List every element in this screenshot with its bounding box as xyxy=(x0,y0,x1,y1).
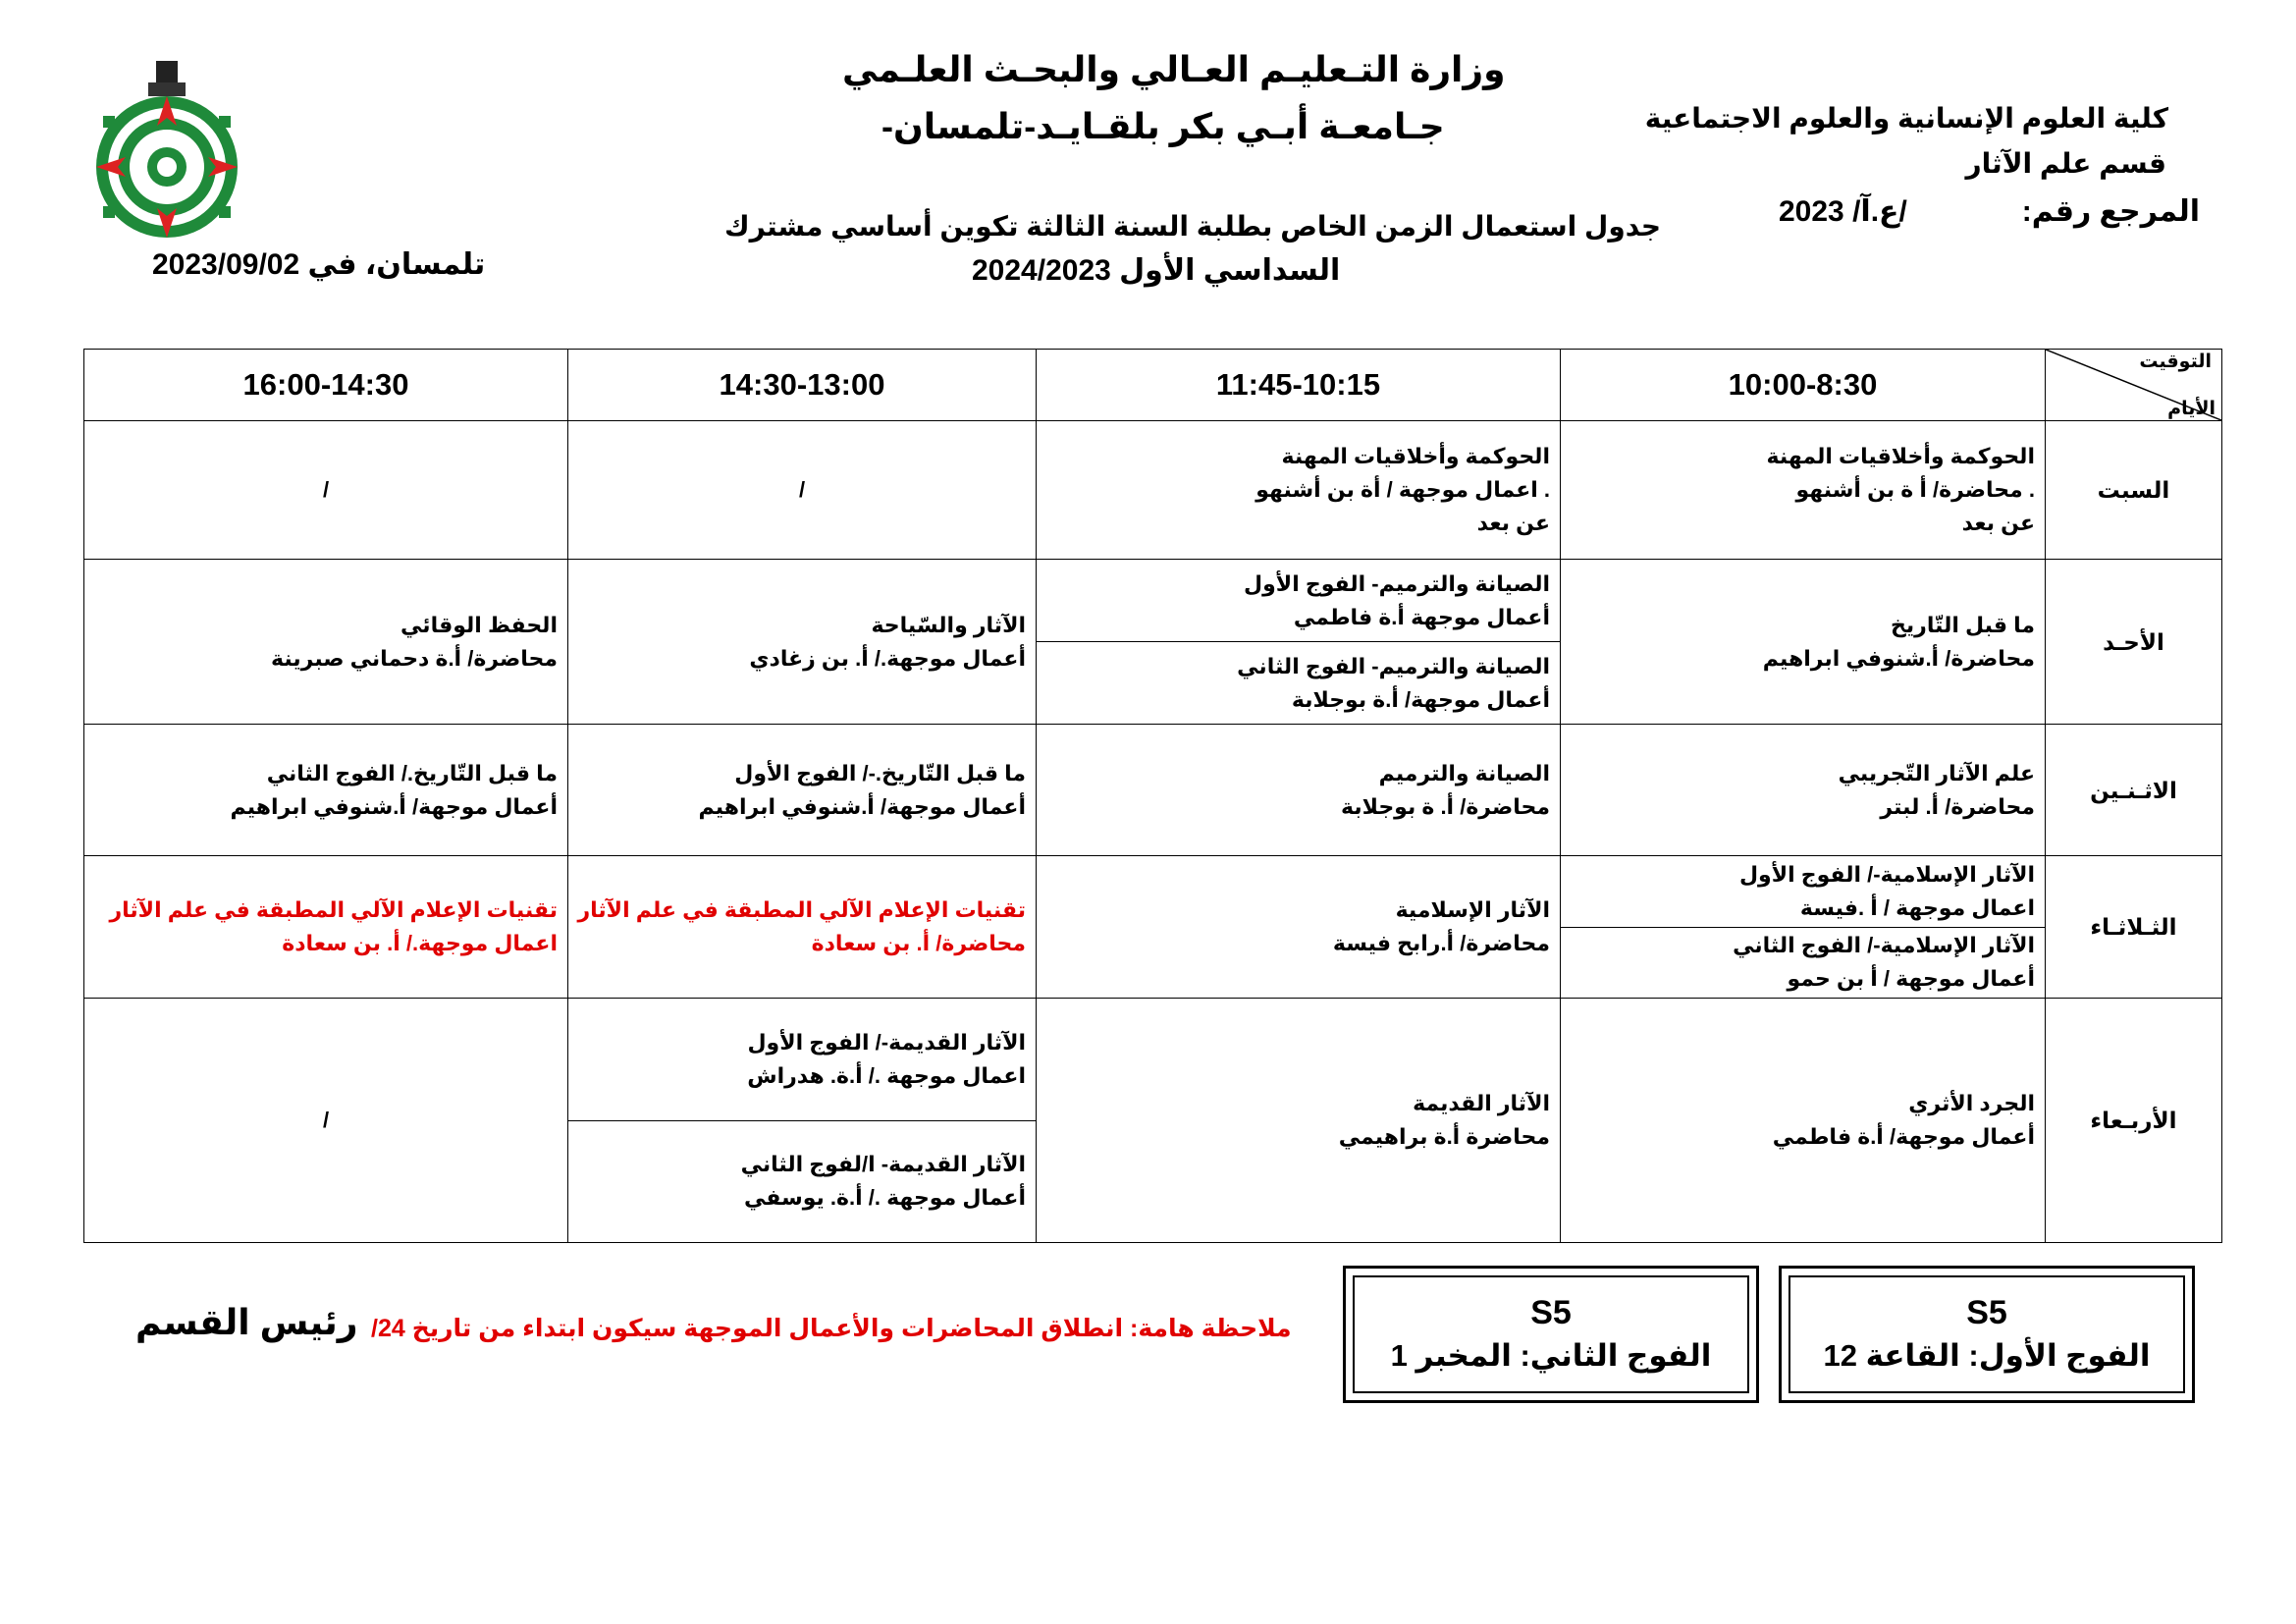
course-title: تقنيات الإعلام الآلي المطبقة في علم الآثار xyxy=(577,897,1026,922)
class-group-2 xyxy=(568,1120,1036,1243)
course-detail: اعمال موجهة ./ أ.ة. هدراش xyxy=(747,1062,1026,1088)
slot-header: 11:45-10:15 xyxy=(1037,350,1561,421)
header-row xyxy=(84,350,2222,421)
schedule-title: جدول استعمال الزمن الخاص بطلبة السنة الثالثة تكوين أساسي مشترك xyxy=(724,211,1662,242)
place-date: تلمسان، في 2023/09/02 xyxy=(152,248,486,281)
course-title: تقنيات الإعلام الآلي المطبقة في علم الآثار xyxy=(109,897,558,922)
ministry-name: وزارة التـعليـم العـالي والبحـث العلـمي xyxy=(842,49,1506,89)
course-detail: محاضرة/ أ.رابح فيسة xyxy=(1332,931,1550,955)
course-title: الحوكمة وأخلاقيات المهنة xyxy=(1281,444,1550,468)
class-cell xyxy=(1561,725,2046,856)
class-cell xyxy=(1561,560,2046,725)
course-detail: محاضرة/ أ.شنوفي ابراهيم xyxy=(1762,645,2035,671)
course-detail: أعمال موجهة/ أ.ة بوجلابة xyxy=(1291,686,1550,712)
slot-header: 16:00-14:30 xyxy=(84,350,568,421)
class-group-2 xyxy=(1037,641,1560,724)
important-note: ملاحظة هامة: انطلاق المحاضرات والأعمال الموجهة سيكون ابتداء من تاريخ 24/ xyxy=(371,1315,1292,1342)
corner-bottom-label: الأيام xyxy=(2167,399,2216,419)
table-row xyxy=(84,856,2222,999)
class-cell xyxy=(568,560,1037,725)
university-logo xyxy=(83,57,250,244)
day-cell: الاثـنـين xyxy=(2046,725,2222,856)
class-group-1 xyxy=(1037,560,1560,641)
course-title: الصيانة والترميم- الفوج الأول xyxy=(1244,570,1550,596)
class-cell xyxy=(1037,856,1561,999)
group-room: الفوج الثاني: المخبر 1 xyxy=(1390,1338,1712,1373)
faculty-name: كلية العلوم الإنسانية والعلوم الاجتماعية xyxy=(1644,103,2168,134)
course-title: الآثار الإسلامية xyxy=(1395,897,1550,922)
course-detail: محاضرة أ.ة براهيمي xyxy=(1338,1124,1550,1149)
table-row xyxy=(84,421,2222,560)
class-cell xyxy=(568,856,1037,999)
course-detail: اعمال موجهة./ أ. بن سعادة xyxy=(282,931,558,955)
class-cell xyxy=(1037,999,1561,1243)
class-cell xyxy=(84,560,568,725)
empty-slot: / xyxy=(84,999,568,1243)
course-title: الآثار القديمة- ا/لفوج الثاني xyxy=(740,1152,1026,1177)
course-detail: أعمال موجهة ./ أ.ة. يوسفي xyxy=(743,1185,1026,1211)
slot-header: 10:00-8:30 xyxy=(1561,350,2046,421)
course-detail: . اعمال موجهة / أة بن أشنهو xyxy=(1255,477,1550,502)
empty-slot: / xyxy=(84,421,568,560)
group-code: S5 xyxy=(1530,1294,1572,1331)
day-cell: السبت xyxy=(2046,421,2222,560)
group-room: الفوج الأول: القاعة 12 xyxy=(1823,1338,2151,1373)
split-cell xyxy=(568,999,1037,1243)
head-of-department: رئيس القسم xyxy=(135,1302,358,1342)
course-detail: أعمال موجهة/ أ.شنوفي ابراهيم xyxy=(698,793,1026,819)
course-title: ما قبل التّاريخ./ الفوج الثاني xyxy=(266,760,558,785)
class-cell xyxy=(1037,725,1561,856)
course-title: الصيانة والترميم- الفوج الثاني xyxy=(1237,653,1550,678)
course-detail: أعمال موجهة./ أ. بن زغادي xyxy=(749,645,1026,671)
class-cell xyxy=(1037,421,1561,560)
table-row xyxy=(84,725,2222,856)
course-detail: محاضرة/ أ.ة دحماني صبرينة xyxy=(271,645,558,671)
group-box-1 xyxy=(1779,1266,2195,1403)
class-cell xyxy=(84,856,568,999)
course-detail: محاضرة/ أ. ة بوجلابة xyxy=(1341,793,1550,819)
corner-top-label: التوقيت xyxy=(2139,352,2212,372)
course-title: الجرد الأثري xyxy=(1908,1091,2035,1115)
table-row xyxy=(84,999,2222,1243)
department-name: قسم علم الآثار xyxy=(1965,148,2166,179)
semester-label: السداسي الأول 2024/2023 xyxy=(972,254,1341,287)
split-cell xyxy=(1561,856,2046,999)
course-title: الآثار الإسلامية-/ الفوج الثاني xyxy=(1733,933,2035,958)
day-cell: الأحـد xyxy=(2046,560,2222,725)
course-detail: محاضرة/ أ. لبتر xyxy=(1880,793,2035,819)
course-title: ما قبل التّاريخ.-/ الفوج الأول xyxy=(734,760,1026,785)
course-title: الحوكمة وأخلاقيات المهنة xyxy=(1766,444,2035,468)
corner-cell xyxy=(2046,350,2222,421)
course-detail: أعمال موجهة/ أ.ة فاطمي xyxy=(1772,1124,2035,1149)
course-detail: اعمال موجهة / أ .فيسة xyxy=(1799,894,2035,920)
course-title: الآثار الإسلامية-/ الفوج الأول xyxy=(1738,861,2035,887)
day-cell: الأربـعاء xyxy=(2046,999,2222,1243)
empty-slot: / xyxy=(568,421,1037,560)
timetable xyxy=(83,349,2222,1243)
group-box-2 xyxy=(1343,1266,1759,1403)
course-detail: أعمال موجهة / أ بن حمو xyxy=(1787,966,2035,992)
course-title: الآثار القديمة-/ الفوج الأول xyxy=(747,1029,1026,1055)
course-title: الآثار القديمة xyxy=(1413,1091,1550,1115)
course-detail: محاضرة/ أ. بن سعادة xyxy=(811,931,1026,955)
course-detail: أعمال موجهة/ أ.شنوفي ابراهيم xyxy=(230,793,558,819)
class-cell xyxy=(84,725,568,856)
course-mode: عن بعد xyxy=(1476,511,1550,535)
reference-label: المرجع رقم: xyxy=(2021,195,2200,228)
day-cell: الثـلاثـاء xyxy=(2046,856,2222,999)
university-name: جـامعـة أبـي بكر بلقـايـد-تلمسان- xyxy=(881,106,1445,146)
course-title: علم الآثار التّجريبي xyxy=(1838,760,2035,785)
reference-value: /ع.آ/ 2023 xyxy=(1779,195,1907,228)
course-title: الحفظ الوقائي xyxy=(400,612,558,637)
class-group-2 xyxy=(1561,927,2045,999)
slot-header: 14:30-13:00 xyxy=(568,350,1037,421)
group-code: S5 xyxy=(1966,1294,2007,1331)
course-mode: عن بعد xyxy=(1961,511,2035,535)
class-cell xyxy=(568,725,1037,856)
class-group-1 xyxy=(1561,856,2045,927)
course-title: الصيانة والترميم xyxy=(1378,760,1550,785)
course-title: الآثار والسّياحة xyxy=(871,612,1026,637)
course-detail: . محاضرة/ أ ة بن أشنهو xyxy=(1795,477,2035,502)
split-cell xyxy=(1037,560,1561,725)
course-detail: أعمال موجهة أ.ة فاطمي xyxy=(1293,604,1550,629)
class-cell xyxy=(1561,999,2046,1243)
course-title: ما قبل التّاريخ xyxy=(1891,612,2035,637)
table-row xyxy=(84,560,2222,725)
class-group-1 xyxy=(568,999,1036,1120)
class-cell xyxy=(1561,421,2046,560)
